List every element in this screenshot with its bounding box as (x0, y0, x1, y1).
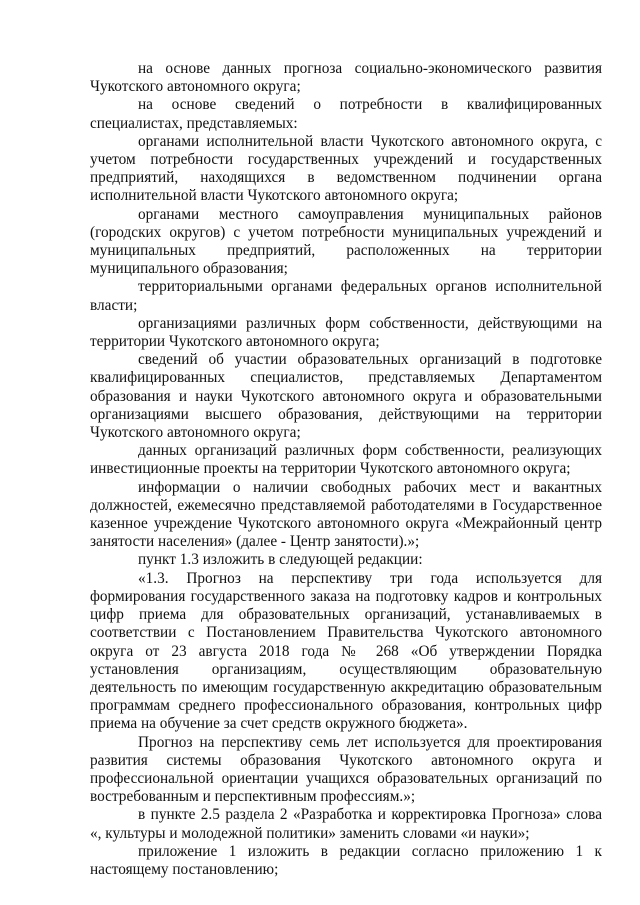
paragraph-4: органами местного самоуправления муниципальных районов (городских округов) с учетом потребности муниципальных учреждений и муниципальных предприятий, расположенных на территории муниципального образования; (90, 205, 602, 278)
document-page (90, 60, 602, 879)
paragraph-13: в пункте 2.5 раздела 2 «Разработка и корректировка Прогноза» слова «, культуры и молодежной политики» заменить словами «и науки»; (90, 806, 602, 842)
paragraph-6: организациями различных форм собственности, действующими на территории Чукотского автономного округа; (90, 314, 602, 351)
paragraph-11: «1.3. Прогноз на перспективу три года используется для формирования государственного заказа на подготовку кадров и контрольных цифр приема для образовательных организаций, устанавливаемых в соответствии с Постановлением Правительства Чукотского автономного округа от 23 августа 2018 года № 268 «Об утверждении Порядка установления организациям, осуществляющим образовательную деятельность по имеющим государственную аккредитацию образовательным программам среднего профессионального образования, контрольных цифр приема на обучение за счет средств окружного бюджета». (90, 569, 602, 733)
paragraph-7: сведений об участии образовательных организаций в подготовке квалифицированных специалистов, представляемых Департаментом образования и науки Чукотского автономного округа и образовательными организациями высшего образования, действующими на территории Чукотского автономного округа; (90, 351, 602, 442)
paragraph-12: Прогноз на перспективу семь лет используется для проектирования развития системы образования Чукотского автономного округа и профессиональной ориентации учащихся образовательных организаций по востребованным и перспективным профессиям.»; (90, 733, 602, 806)
paragraph-14: приложение 1 изложить в редакции согласно приложению 1 к настоящему постановлению; (90, 842, 602, 878)
paragraph-10: пункт 1.3 изложить в следующей редакции: (138, 551, 423, 569)
paragraph-9: информации о наличии свободных рабочих мест и вакантных должностей, ежемесячно представляемой работодателями в Государственное казенное учреждение Чукотского автономного округа «Межрайонный центр занятости населения» (далее - Центр занятости).»; (90, 478, 602, 551)
paragraph-2: на основе сведений о потребности в квалифицированных специалистах, представляемых: (90, 96, 602, 132)
paragraph-5: территориальными органами федеральных органов исполнительной власти; (90, 278, 602, 314)
paragraph-1: на основе данных прогноза социально-экономического развития Чукотского автономного округа; (90, 60, 602, 96)
paragraph-3: органами исполнительной власти Чукотского автономного округа, с учетом потребности государственных учреждений и государственных предприятий, находящихся в ведомственном подчинении органа исполнительной власти Чукотского автономного округа; (90, 132, 602, 205)
paragraph-8: данных организаций различных форм собственности, реализующих инвестиционные проекты на территории Чукотского автономного округа; (90, 442, 602, 478)
